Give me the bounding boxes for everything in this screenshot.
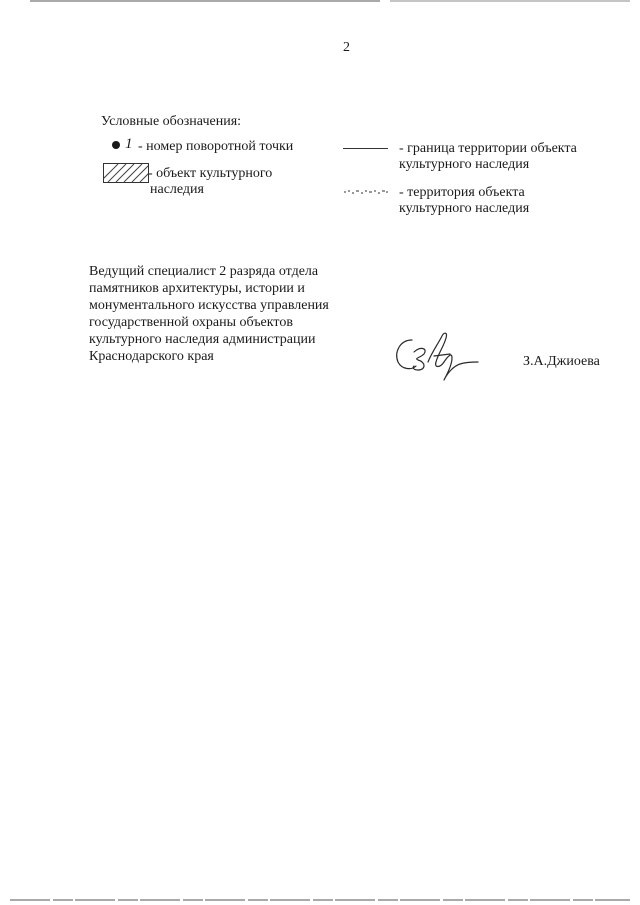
signatory-name: З.А.Джиоева — [523, 354, 600, 369]
hatched-object-swatch-icon — [103, 163, 149, 183]
signatory-title — [89, 263, 369, 365]
turning-point-dot-icon — [112, 141, 120, 149]
signatory-title-line: Краснодарского края — [89, 349, 214, 364]
boundary-line-icon — [343, 148, 388, 149]
boundary-label-line1: - граница территории объекта — [399, 141, 577, 156]
bottom-edge-scan-line — [0, 898, 640, 902]
signatory-title-line: государственной охраны объектов — [89, 315, 293, 330]
top-edge-scan-line — [0, 0, 640, 4]
signatory-title-line: монументального искусства управления — [89, 298, 329, 313]
signatory-title-line: Ведущий специалист 2 разряда отдела — [89, 264, 319, 279]
territory-label-line1: - территория объекта — [399, 185, 525, 200]
heritage-object-label-line2: наследия — [150, 182, 204, 197]
legend-heading: Условные обозначения: — [101, 114, 242, 129]
signatory-title-line: памятников архитектуры, истории и — [89, 281, 305, 296]
heritage-object-label-line1: - объект культурного — [148, 166, 273, 181]
territory-dotted-swatch-icon — [343, 188, 388, 196]
handwritten-signature — [390, 322, 480, 382]
turning-point-number: 1 — [125, 136, 133, 152]
boundary-label-line2: культурного наследия — [399, 157, 530, 172]
turning-point-label: - номер поворотной точки — [138, 139, 294, 154]
page-number: 2 — [343, 40, 350, 55]
territory-label-line2: культурного наследия — [399, 201, 530, 216]
signatory-title-line: культурного наследия администрации — [89, 332, 316, 347]
